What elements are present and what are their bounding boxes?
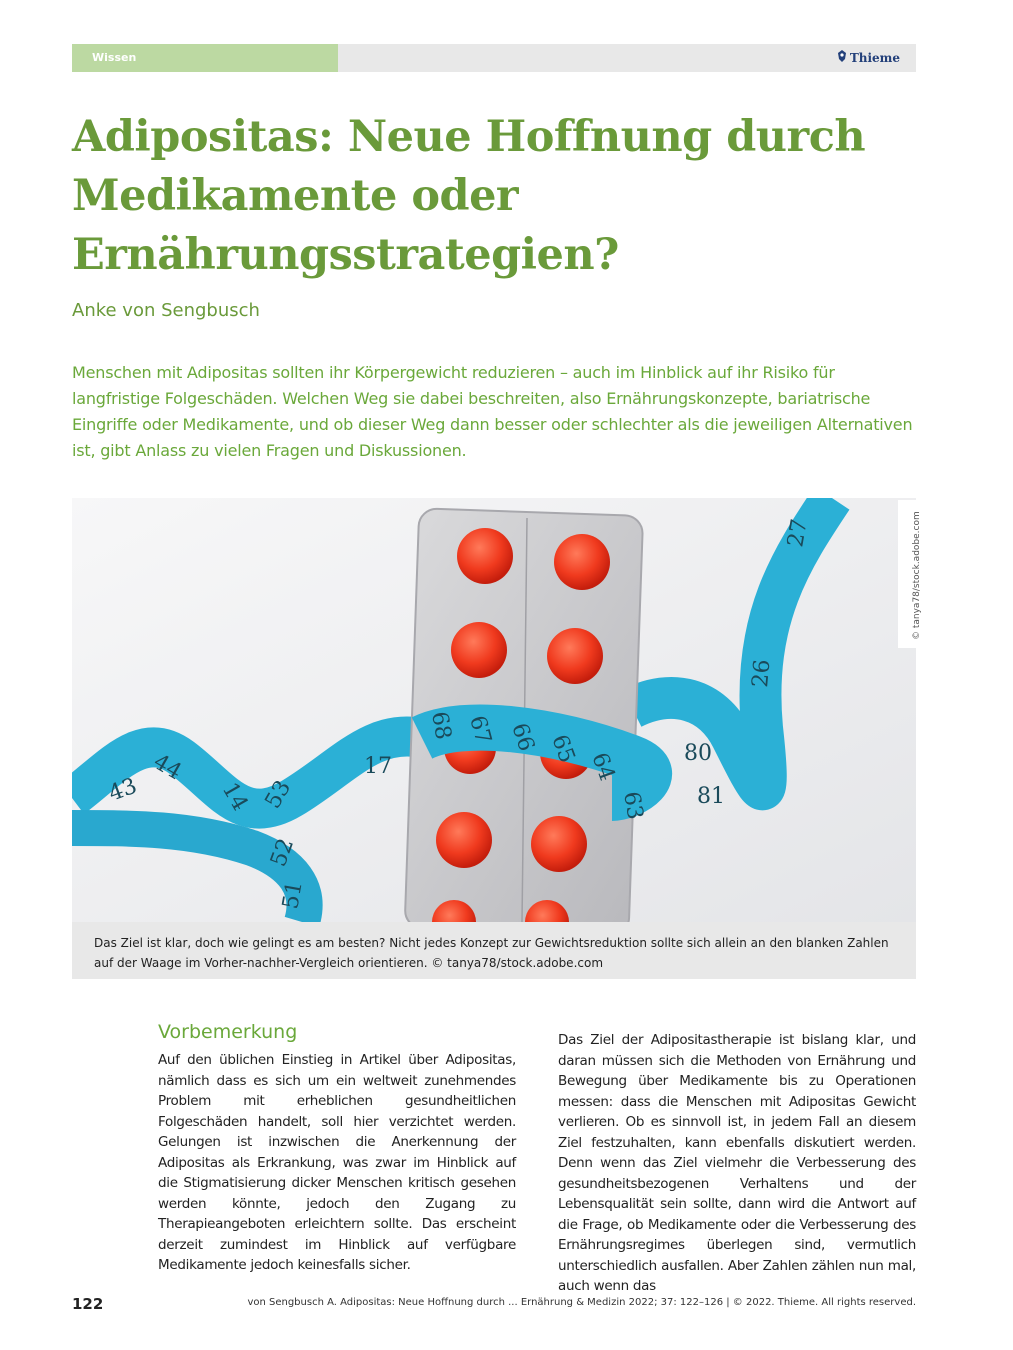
body-paragraph: Auf den üblichen Einstieg in Artikel über Adipositas, nämlich dass es sich um ein weltweit zunehmendes Problem mit erheblichen gesundheitlichen Folgeschäden handelt, soll hier verzichtet werden. Gelungen ist inzwischen die Anerkennung der Adipositas als Erkrankung, was zwar im Hinblick auf die Stigmatisierung dicker Menschen kritisch gesehen werden könnte, jedoch den Zugang zu Therapieangeboten erleichtern sollte. Das erscheint derzeit zumindest im Hinblick auf verfügbare Medikamente jedoch keinesfalls sicher. <box>158 1052 516 1273</box>
article-photo <box>72 498 916 922</box>
tape-number: 67 <box>464 713 496 747</box>
article-title: Adipositas: Neue Hoffnung durch Medikamente oder Ernährungsstrategien? <box>72 112 866 280</box>
thieme-logo-icon <box>837 44 847 72</box>
footer-citation: von Sengbusch A. Adipositas: Neue Hoffnung durch ... Ernährung & Medizin 2022; 37: 122–126 | © 2022. Thieme. All rights reserved. <box>247 1297 916 1308</box>
figure-caption: Das Ziel ist klar, doch wie gelingt es am besten? Nicht jedes Konzept zur Gewichtsreduktion sollte sich allein an den blanken Zahlen auf der Waage im Vorher-nachher-Vergleich orientieren. © tanya78/stock.adobe.com <box>72 922 916 979</box>
photo-credit-vertical <box>898 500 922 648</box>
section-heading: Vorbemerkung <box>158 1021 298 1043</box>
tape-number: 27 <box>783 517 813 550</box>
rubric-label: Wissen <box>72 44 338 72</box>
tape-number: 43 <box>105 773 141 807</box>
photo-credit: © tanya78/stock.adobe.com <box>912 511 922 640</box>
tape-number: 80 <box>684 741 712 766</box>
tape-number: 51 <box>278 879 308 912</box>
author-name: Anke von Sengbusch <box>72 300 260 321</box>
publisher-name: Thieme <box>849 51 900 65</box>
lead-paragraph: Menschen mit Adipositas sollten ihr Körpergewicht reduzieren – auch im Hinblick auf ihr Risiko für langfristige Folgeschäden. Welchen Weg sie dabei beschreiten, also Ernährungskonzepte, bariatrische Eingriffe oder Medikamente, und ob dieser Weg dann besser oder schlechter als die jeweiligen Alternativen ist, gibt Anlass zu vielen Fragen und Diskussionen. <box>72 363 913 460</box>
tape-number: 53 <box>260 776 297 813</box>
tape-number: 52 <box>266 835 300 871</box>
tape-number: 63 <box>618 789 648 822</box>
page-number: 122 <box>72 1295 104 1313</box>
tape-number: 26 <box>748 658 776 689</box>
body-column-left <box>158 1020 516 1276</box>
tape-number: 44 <box>149 749 186 786</box>
tape-number: 65 <box>546 731 580 767</box>
header-bar <box>72 44 916 72</box>
tape-number: 14 <box>216 778 253 816</box>
body-paragraph: Das Ziel der Adipositastherapie ist bislang klar, und daran müssen sich die Methoden von Ernährung und Bewegung über Medikamente bis zu Operationen messen: dass die Menschen mit Adipositas Gewicht verlieren. Ob es sinnvoll ist, in jedem Fall an diesem Ziel festzuhalten, kann ebenfalls diskutiert werden. Denn wenn das Ziel vielmehr die Verbesserung des gesundheitsbezogenen Verhaltens und der Lebensqualität sein sollte, dann wird die Antwort auf die Frage, ob Medikamente oder die Verbesserung des Ernährungsregimes überlegen sind, vermutlich unterschiedlich ausfallen. Aber Zahlen zählen nun mal, auch wenn das <box>558 1032 916 1294</box>
tape-number: 68 <box>426 709 456 742</box>
tape-number: 66 <box>506 720 539 755</box>
tape-number: 81 <box>697 784 725 809</box>
publisher-brand <box>837 44 900 72</box>
tape-number: 17 <box>364 754 392 779</box>
tape-number: 64 <box>586 749 620 785</box>
body-column-right <box>558 1030 916 1297</box>
